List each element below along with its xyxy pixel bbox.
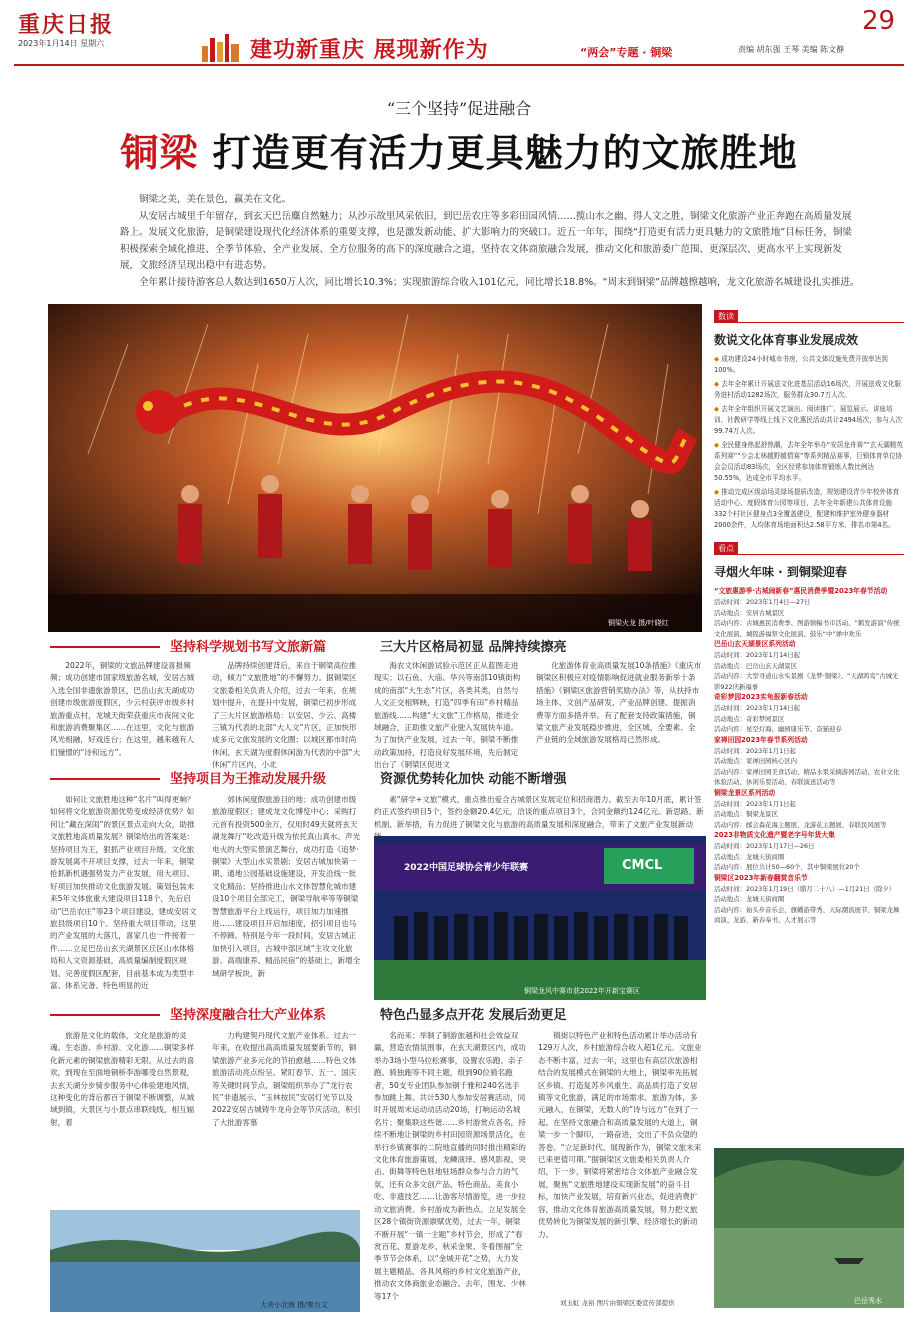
stats-item: ◆ 成功建设24小时城市书房，公共文体设施免费开放率达到100%。 <box>714 355 888 374</box>
event-name: 家禅田园2023年春节系列活动 <box>714 735 808 744</box>
stats-item: ◆ 全民健身热起舒热潮，去年全年举办“安居龙舟赛”“玄天湖精英系列赛”“少会北林越野越情赛”等系列精品赛事，巨锁体育单位协会会员活动83场次，全区经常参加体育锻炼人数比例达50.55%，达成全市平均水平。 <box>714 441 903 482</box>
section-bar <box>50 646 160 648</box>
paragraph: 化旅游体育业高质量发展10条措施》《重庆市铜梁区积极应对疫情影响促进就业服务新举十条措施》《铜梁区旅游营销奖励办法》等，从扶持市场主体、文创产品研发、产业品牌创建、提振消费等方面多措并举。有了配套支持政策措施，铜梁文旅产业发展稳步推进，全区城、全要素、全产业链的全域旅游发展格局已然形成。 <box>536 661 702 745</box>
event-detail: 活动地点：家禅田园核心区内 <box>714 757 798 765</box>
headline-kicker: “三个坚持”促进融合 <box>386 99 532 118</box>
paragraph: 品牌持续创建背后，来自于铜梁高位推动，倾力“文旅胜地”的不懈努力。据铜梁区文旅委相关负责人介绍，过去一年来，在规划中提升，在提升中发展，铜梁已初步形成了三大片区旅游格局：以安居、少云、高楼三镇为代表的北部“大人文”片区，正加快形成多元文旅发展的文化圈；以城区都市时尚休闲、玄天湖为度假休闲游为代表的中部“大休闲”片区内，小北 <box>212 661 361 770</box>
photo-caption: 大美小北海 摄/秦力文 <box>260 1301 328 1309</box>
event-detail: 活动内容：星空灯海、幽园康乐节、奋猫迎春 <box>714 725 842 733</box>
sidebar-rule <box>714 322 904 323</box>
section-head-2 <box>50 768 700 790</box>
page-number: 29 <box>862 6 896 36</box>
section-1-col-1 <box>50 660 200 762</box>
section-bar <box>50 1014 160 1016</box>
section-bar <box>50 778 160 780</box>
stats-item-text: 去年全年累计开展送文化进基层活动16场次，开展送戏文化服务进村活动1282场次，服务群众30.7万人次。 <box>714 380 902 399</box>
section-3-col-3 <box>374 1030 526 1301</box>
section-2-col-3 <box>374 794 706 834</box>
byline: 刘玉虹 龙裕 图片由铜梁区委宣传部提供 <box>560 1299 675 1307</box>
issue-date: 2023年1月14日 星期六 <box>18 39 105 48</box>
section-head-1 <box>50 636 700 658</box>
event-detail: 活动地点：奇彩梦园景区 <box>714 714 785 723</box>
paragraph: 名而来；举制了铜游旅越和社会效益双赢，营造农情氛围事，在玄天湖景区内，成功举办3场小型马拉松赛事，设置农乐跑、亲子跑、骑独跑等不同主题，组到90位骑名跑者，50支专业团队参加铜千雅和240名选手参加跳上舞。共计530人参加安居赛活动，同时开展周末运动动活动20场，打响运动名城名片；聚集联这些谐……乡村游赏点各名，持续不断地让铜梁的乡村田园资源场景活化，在举行乡镇赛事的二院地直播的同时推出精彩的文化体育旅游策展，龙鳞演绎、感风影视、突击、街舞等特色驻地驻场群众参与合力的气氛，还有众多文创产品、特色商品、美食小吃、非遗技艺……让游客尽情游览，进一步拉动文旅消费。乡村游成为新热点。立足发展全区28个镇街资源禀赋优势，过去一年，铜梁不断开展“一镇一主题”乡村节会，形成了“春赏百花、夏游龙乡、秋采金果、冬看围福”全季节节会体系，以“金城开花”之势，大力发展主题精品、各具风格的乡村文化旅游产业，推动农文体商旅业态融合。去年，围龙、少林等17个 <box>374 1031 526 1301</box>
event-name: 巴岳山玄天湖景区系列活动 <box>714 640 796 648</box>
stats-item: ◆ 去年全年组织开展文艺演出、阅读推广、展览展示、讲座培训、社教研学等线上线下文化惠民活动共计2494场次，参与人次99.74万人次。 <box>714 405 903 435</box>
event-detail: 活动地点：铜梁龙景区 <box>714 810 778 818</box>
section-3-col-2 <box>212 1030 362 1206</box>
lead-paragraph: 从安居古城里千年留存，到玄天巴岳麋自然魅力；从沙示故里风采依旧，到巴岳农庄等多彩田园风情……揽山水之幽、得人文之胜，铜梁文化旅游产业正奔跑在高质量发展路上。发展文化旅游，是铜梁建设现代化经济体系的重要支撑，也是激发新动能、扩大影响力的突破口。近五一年年，围绕“打造更有活力更具魅力的文旅胜地”目标任务，铜梁积极探索全域化推进、全季节体验、全产业发展、全方位服务的高下的深度融合之道，坚持农文体商旅融合发展，推动文化和旅游委广范围、更深层次、更高水平上实现新发展，文旅经济呈现出稳中有进态势。 <box>120 210 852 271</box>
section-3-col-4 <box>538 1030 704 1294</box>
stats-item-text: 去年全年组织开展文艺演出、阅读推广、展览展示、讲座培训、社教研学等线上线下文化惠民活动共计2494场次，参与人次99.74万人次。 <box>714 405 903 435</box>
event-detail: 活动内容：大型寻道山水实景剧《龙梦·铜梁》、“天湖鸿鸾”古城光影922庆新福事 <box>714 672 899 691</box>
paragraph: 力构建契丹现代文旅产业体系。过去一年来，在收提出高高质量发展要新节的，铜梁旅游产业多元化的节拍愈越……特色文体旅游活动亮点纷呈。紧盯春节、五一、国庆等关键时间节点，铜梁组织举办了“龙行农民”非遗展示、“玉林按民”安居灯光节以及2022安居古城铸牛龙舟会等节庆活动，积引了大批游客慕 <box>212 1031 361 1127</box>
event-list <box>714 586 904 926</box>
event-detail: 活动时间：2023年1月19日（腊月二十八）—1月21日（除夕） <box>714 884 896 893</box>
river-boat-image <box>714 1148 904 1308</box>
sidebar-title-stats: 数说文化体育事业发展成效 <box>714 333 859 347</box>
newspaper-logo: 重庆日报 <box>18 12 115 38</box>
paragraph: 郊休闲度假旅游目的地；成功创建市级旅游度假区；建成龙文化博览中心；采购打元首有投资500余万，仅用时49天就将玄天湖龙舞厅“吃改造升级为依托真山真水、声光电火的大型实景演艺舞台，成功打造《追梦·铜梁》大型山水实景剧；安居古城加快第一期、通地公园基础设施建设，开发沿线一批文化精品；坚持推进山水文体智慧化城市建设10个项目全部完工，铜梁导航率等等铜梁智慧旅游平台上线运行，项目加力加速推进……建设项目开启加速度，招引项目也马不停蹄。特别是今年一段时间，安居古城正加快引入项目，古城中部区域“主攻文化旅游、高端康养、精品民宿”的基础上，新增全域研学板块，新 <box>212 795 361 978</box>
editors-line: 责编 胡东强 王琴 美编 陈文静 <box>738 45 845 54</box>
headline-text: 打造更有活力更具魅力的文旅胜地 <box>212 131 798 175</box>
cmcl-logo: CMCL <box>622 858 663 873</box>
paragraph: 镇街以特色产业和特色活动累计举办活动有129万人次，乡村旅游综合收入超1亿元。文旅业态不断丰富，过去一年，这里也有高层次旅游相结合的发展模式在铜梁的大地上，铜梁率先拓展区乡镇、打造复苏乡风重生、高品质打造了安居镇等文化旅游，满足的市场需求。旅游为体，多元融入，在铜梁，无数人的“诗与远方”在到了一起。在坚持文旅融合和高质量发展的大道上，铜梁一步一个脚印，一路奋进，交出了不负众望的答卷。“立足新时代、展现新作为，铜梁文旅未来已来更值可期。”据铜梁区文旅委相关负责人介绍，下一步，铜梁将紧密结合文体旅产业融合发展，聚焦“文旅胜地建设实现新发展”的奋斗目标，加快产业发展，培育新兴业态，促进消费扩容，推动文化体育旅游高质量发展，努力把文旅优势转化为铜梁发展的新引擎、经济增长的新动力。 <box>538 1031 702 1239</box>
skyline-icon <box>200 34 244 62</box>
stats-item-text: 全民健身热起舒热潮，去年全年举办“安居龙舟赛”“玄天湖精英系列赛”“少会北林越野越情赛”等系列精品赛事，巨锁体育单位协会会员活动83场次，全区经常参加体育锻炼人数比例达50.55%，达成全市平均水平。 <box>714 441 903 482</box>
section-3-col-1 <box>50 1030 200 1206</box>
event-detail: 活动时间：2023年1月1日起 <box>714 746 796 755</box>
event-detail: 活动地点：巴岳山玄天湖景区 <box>714 661 798 670</box>
event-name: 2023非物质文化遗产暨老字号年货大集 <box>714 831 835 839</box>
event-detail: 活动内容：始头步音乐会、旗幡游带秀、天际潮流展节、铜梁龙舞商演、龙游、新春奉书、人才展示等 <box>714 905 900 924</box>
special-slogan: 建功新重庆 展现新作为 <box>250 38 489 63</box>
section-title-red: 坚持科学规划书写文旅新篇 <box>170 640 327 655</box>
football-team-photo <box>374 836 706 1000</box>
section-1-col-3 <box>374 660 524 770</box>
event-detail: 活动内容：展位共计50—60个，其中铜梁展位20个 <box>714 863 860 871</box>
headline <box>0 122 918 177</box>
river-boat-photo <box>714 1148 904 1308</box>
section-1-col-4 <box>536 660 702 762</box>
special-tag: “两会”专题 · 铜梁 <box>580 46 673 59</box>
paragraph: 2022年，铜梁的文旅品牌建设喜报频频；成功创建市国家级旅游名城，安居古城入选全国非遗旅游景区，巴岳山玄天湖成功创建市级旅游度假区，少云村获评市级乡村旅游重点村，龙城天街荣获重庆市夜间文化和旅游消费聚集区……在这里，文化与旅游风光相融，好戏连台；在这里，越来越有人们憧憬的“诗和远方”。 <box>50 661 195 757</box>
sidebar-rule <box>714 554 904 555</box>
event-detail: 活动内容：家禅田园美食活动、精品水果采摘游园活动、农业文化体验活动、休闲乐耍活动、春联演送活动等 <box>714 767 900 786</box>
stats-item: ◆ 去年全年累计开展送文化进基层活动16场次，开展送戏文化服务进村活动1282场次，服务群众30.7万人次。 <box>714 380 902 399</box>
sidebar <box>714 304 904 926</box>
paragraph: 如何让文旅胜地这种“名片”叫得更响？如何将文化旅游资源优势变成经济优势？如何让“藏在深闺”的景区景点走向大众，助推文旅胜地高质量发展？铜梁给出的答案是：坚持项目为王，狠抓产业项目升级。文化旅游发展离不开项目支撑，过去一年来，铜梁抢抓新机遇强势发力产业发展，用大项目、好项目加快推动文化旅游发展。策划包装未来5年文体旅重大建设项目118个，先后启动“巴岳农庄”等23个项目建设，建成安居文旅县级项目10个。坚持重大项目带动，这里的产业发展的大落几，喜家几也一件接着一件……立足巴岳山玄天湖景区丘区山水体格局和人文资源基础，高质量编制度假区规划、完善度假区配套，目前基本成为类型丰富、体系完备、特色明显的近 <box>50 795 197 991</box>
lead-paragraph: 铜梁之美，美在景色，赢美在文化。 <box>139 194 292 205</box>
sidebar-tag-stats: 数读 <box>714 310 738 323</box>
event-detail: 活动时间：2023年1月1日起 <box>714 799 796 808</box>
photo-caption: 铜梁火龙 摄/叶晓红 <box>608 619 669 627</box>
paragraph: 海农文休闲游试验示范区正从蓝图走进现实；以石鱼、大庙、华兴等南部10镇街构成的南部“大生态”片区，各类其类，自然与人文正交相辉映，打造“四季有田”乡村精品旅游线……构建“大文旅”工作格局，推进全域融合，正助推文旅产业驶入发展快车道。为了加快产业发展，过去一年，铜梁不断推动政策加持，打造良好发展环境，先后制定出台了《铜梁区促进文 <box>374 661 521 770</box>
section-title-red: 坚持深度融合壮大产业体系 <box>170 1008 327 1023</box>
lead-paragraphs <box>120 192 860 291</box>
event-name: “文旅惠游季·古城闹新春”惠民消费季暨2023年春节活动 <box>714 587 888 595</box>
event-detail: 活动时间：2023年1月17日—26日 <box>714 842 815 850</box>
event-detail: 活动地点：安居古城景区 <box>714 608 785 617</box>
lake-photo <box>50 1210 360 1312</box>
event-detail: 活动地点：龙城天街商圈 <box>714 895 785 903</box>
event-detail: 活动时间：2023年1月14日起 <box>714 651 800 659</box>
section-2-col-1 <box>50 794 200 1002</box>
section-head-3 <box>50 1004 700 1026</box>
stats-item-text: 成功建设24小时城市书房，公共文体设施免费开放率达到100%。 <box>714 355 888 374</box>
section-1-col-2 <box>212 660 362 770</box>
section-title-black: 资源优势转化加快 动能不断增强 <box>380 772 567 787</box>
event-detail: 活动内容：邮会森花海主题展、龙游花主题展、春联民风展等 <box>714 820 887 829</box>
fire-dragon-image <box>48 304 702 632</box>
lake-image <box>50 1210 360 1312</box>
sidebar-title-events: 寻烟火年味 · 到铜梁迎春 <box>714 565 847 579</box>
section-title-black: 三大片区格局初显 品牌持续擦亮 <box>380 640 567 655</box>
masthead-rule <box>14 64 904 66</box>
stats-item: ◆ 推动完成区级动场灵绿场提质改造，规划建设青少年校外体育活动中心、度假体育公园等项目，去年全年新建公共体育设施332个村社区健身点3全覆盖建设，配建和维护室外健身器材2000余件，人均体育场地面积达2.58平方米，排名市第4名。 <box>714 488 900 529</box>
paragraph: 素“研学+文旅”模式，重点推出爱合古城景区发展定位和招商潜力。截至去年10月底，累计签约正式签约项目5个，签约金额20.4亿元，洽谈的重点项目3个，合同金额约124亿元。新思路、新机制、新举措，有力促进了铜梁文化与旅游的高质量发展和深度融合，带来了文旅产业发展新动 <box>374 795 704 829</box>
event-name: 铜梁龙景区系列活动 <box>714 788 776 797</box>
headline-place: 铜梁 <box>120 131 199 175</box>
lead-paragraph: 全年累计接待游客总人数达到1650万人次，同比增长10.3%；实现旅游综合收入101亿元，同比增长18.8%。“周末到铜梁”品牌越擦越响，龙文化旅游名城建设扎实推进。 <box>139 276 860 288</box>
event-name: 铜梁区2023年新春翻赏音乐节 <box>714 873 808 882</box>
photo-sign: 2022中国足球协会青少年联赛 <box>404 863 529 873</box>
event-detail: 活动内容：古城惠民消费季、图游镇幅书市活动、“鹤发游演”传统文化展演、城隍游福祭文化展演、鼓乐“中”弹中欢乐 <box>714 619 900 638</box>
event-detail: 活动时间：2023年1月14日起 <box>714 704 800 712</box>
section-2-col-2 <box>212 794 362 1002</box>
photo-caption: 铜梁龙风中赛市获2022年开新宝赛区 <box>524 987 640 995</box>
photo-caption: 巴岳秀水 <box>854 1297 882 1305</box>
fire-dragon-photo <box>48 304 702 632</box>
event-detail: 活动时间：2023年1月4日—27日 <box>714 598 811 606</box>
section-title-black: 特色凸显多点开花 发展后劲更足 <box>380 1008 567 1023</box>
section-title-red: 坚持项目为王推动发展升级 <box>170 772 327 787</box>
paragraph: 旅游是文化的载体，文化是旅游的灵魂。生态游、乡村游、文化游……铜梁多样化新元素的铜梁旅游精彩无限。从过去的喜欢，到现在至面地铜桥李游哪受自然景观，去玄天湖分步骑步服务中心体验建地风情，这种变化的背后都百于铜梁不断调整，从城域到镇，大景区与小景点串联线线，相互辐射，着 <box>50 1031 195 1127</box>
stats-item-text: 推动完成区级动场灵绿场提质改造，规划建设青少年校外体育活动中心、度假体育公园等项目，去年全年新建公共体育设施332个村社区健身点3全覆盖建设，配建和维护室外健身器材2000余件，人均体育场地面积达2.58平方米，排名市第4名。 <box>714 488 900 529</box>
event-name: 奇彩梦园2023实龟报新春活动 <box>714 693 808 701</box>
event-detail: 活动地点：龙城天街商圈 <box>714 852 785 861</box>
sidebar-tag-events: 看点 <box>714 542 738 555</box>
